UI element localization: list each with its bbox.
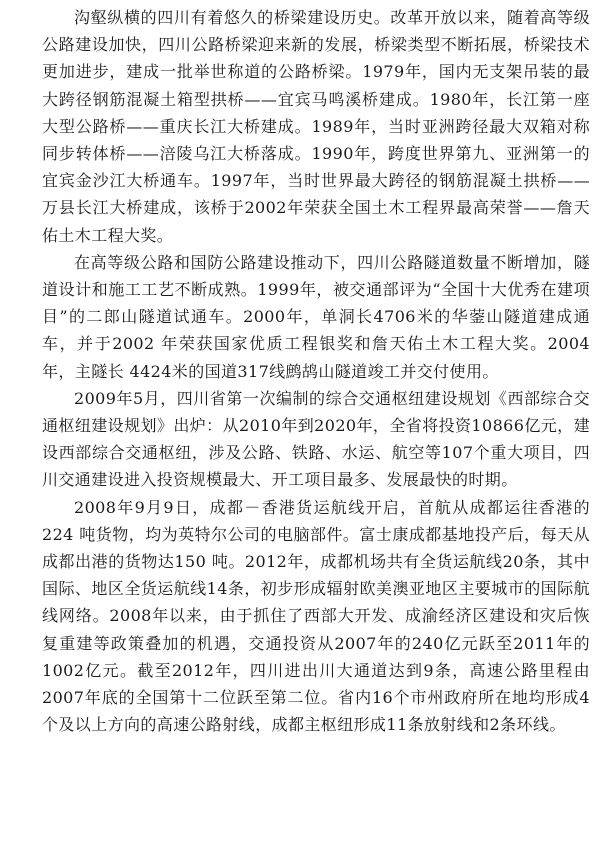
paragraph-tunnels: 在高等级公路和国防公路建设推动下，四川公路隧道数量不断增加，隧道设计和施工工艺不断成熟。1999年，被交通部评为“全国十大优秀在建项目”的二郎山隧道试通车。2000年，单洞长4706米的华蓥山隧道建成通车，并于2002 年荣获国家优质工程银奖和詹天佑土木工程大奖。2004年，主隧长 4424米的国道317线鹧鸪山隧道竣工并交付使用。 — [42, 252, 590, 381]
article-body — [42, 4, 590, 738]
paragraph-air-cargo-and-highways: 2008年9月9日，成都－香港货运航线开启，首航从成都运往香港的224 吨货物，均为英特尔公司的电脑部件。富士康成都基地投产后，每天从成都出港的货物达150 吨。2012年，成都机场共有全货运航线20条，其中国际、地区全货运航线14条，初步形成辐射欧美澳亚地区主要城市的国际航线网络。2008年以来，由于抓住了西部大开发、成渝经济区建设和灾后恢复重建等政策叠加的机遇，交通投资从2007年的240亿元跃至2011年的1002亿元。截至2012年，四川进出川大通道达到9条，高速公路里程由2007年底的全国第十二位跃至第二位。省内16个市州政府所在地均形成4个及以上方向的高速公路射线，成都主枢纽形成11条放射线和2条环线。 — [42, 497, 590, 735]
paragraph-transport-hub-plan: 2009年5月，四川省第一次编制的综合交通枢纽建设规划《西部综合交通枢纽建设规划》出炉：从2010年到2020年，全省将投资10866亿元，建设西部综合交通枢纽，涉及公路、铁路、水运、航空等107个重大项目，四川交通建设进入投资规模最大、开工项目最多、发展最快的时期。 — [42, 388, 590, 490]
paragraph-bridges: 沟壑纵横的四川有着悠久的桥梁建设历史。改革开放以来，随着高等级公路建设加快，四川公路桥梁迎来新的发展，桥梁类型不断拓展，桥梁技术更加进步，建成一批举世称道的公路桥梁。1979年，国内无支架吊装的最大跨径钢筋混凝土箱型拱桥——宜宾马鸣溪桥建成。1980年，长江第一座大型公路桥——重庆长江大桥建成。1989年，当时亚洲跨径最大双箱对称同步转体桥——涪陵乌江大桥落成。1990年，跨度世界第九、亚洲第一的宜宾金沙江大桥通车。1997年，当时世界最大跨径的钢筋混凝土拱桥——万县长江大桥建成，该桥于2002年荣获全国土木工程界最高荣誉——詹天佑土木工程大奖。 — [42, 8, 590, 245]
